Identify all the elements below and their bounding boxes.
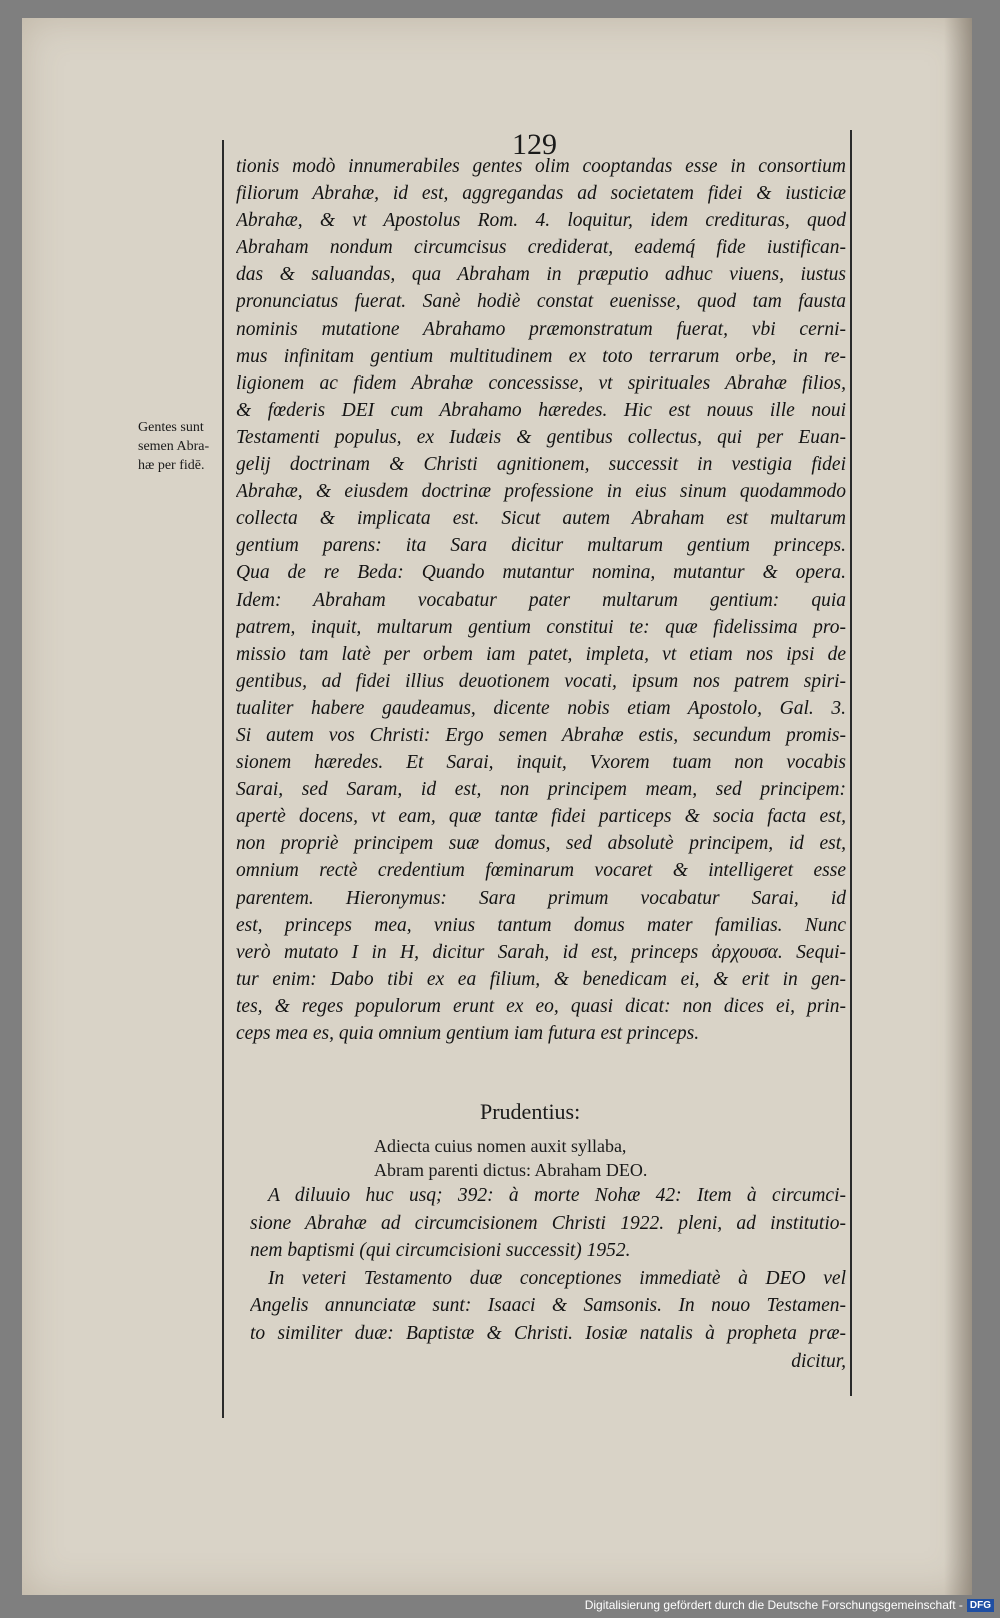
text-line: gentibus, ad fidei illius deuotionem vocati, ipsum nos patrem spiri- — [236, 670, 846, 692]
text-line: Sarai, sed Saram, id est, non principem meam, sed principem: — [236, 779, 846, 801]
text-line: Idem: Abraham vocabatur pater multarum gentium: quia — [236, 589, 846, 611]
text-line: parentem. Hieronymus: Sara primum vocabatur Sarai, id — [236, 887, 846, 909]
note-line: Angelis annunciatæ sunt: Isaaci & Samsonis. In nouo Testamen- — [250, 1295, 846, 1317]
margin-note-line: semen Abra- — [138, 439, 210, 454]
note-line: dicitur, — [791, 1350, 846, 1372]
right-margin-rule — [850, 130, 852, 1396]
text-line: Abrahæ, & eiusdem doctrinæ professione in eius sinum quodammodo — [236, 481, 846, 503]
text-line: tualiter habere gaudeamus, dicente nobis etiam Apostolo, Gal. 3. — [236, 697, 846, 719]
margin-note — [138, 418, 230, 475]
footer-text: Digitalisierung gefördert durch die Deutsche Forschungsgemeinschaft - — [584, 1598, 963, 1612]
text-line: est, princeps mea, vnius tantum domus mater familias. Nunc — [236, 914, 846, 936]
text-line: apertè docens, vt eam, quæ tantæ fidei particeps & socia facta est, — [236, 806, 846, 828]
note-line: nem baptismi (qui circumcisioni successit) 1952. — [250, 1240, 631, 1262]
poem-line: Abram parenti dictus: Abraham DEO. — [374, 1160, 648, 1180]
left-margin-rule — [222, 140, 224, 1418]
text-line: tionis modò innumerabiles gentes olim cooptandas esse in consortium — [236, 156, 846, 177]
text-line: sionem hæredes. Et Sarai, inquit, Vxorem tuam non vocabis — [236, 752, 846, 774]
text-line: Si autem vos Christi: Ergo semen Abrahæ estis, secundum promis- — [236, 724, 846, 746]
text-line: Testamenti populus, ex Iudæis & gentibus collectus, qui per Euan- — [236, 426, 846, 448]
text-line: ceps mea es, quia omnium gentium iam futura est princeps. — [236, 1023, 700, 1044]
text-line: Qua de re Beda: Quando mutantur nomina, mutantur & opera. — [236, 562, 846, 584]
poem-title: Prudentius: — [480, 1099, 581, 1124]
text-line: & fœderis DEI cum Abrahamo hæredes. Hic est nouus ille noui — [236, 399, 846, 421]
text-line: pronunciatus fuerat. Sanè hodiè constat euenisse, quod tam fausta — [236, 291, 846, 313]
text-line: gentium parens: ita Sara dicitur multarum gentium princeps. — [236, 535, 846, 557]
text-line: non propriè principem suæ domus, sed absolutè principem, id est, — [236, 833, 846, 855]
text-line: verò mutato I in H, dicitur Sarah, id est, princeps ἀρχουσα. Sequi- — [236, 941, 846, 963]
note-line: In veteri Testamento duæ conceptiones immediatè à DEO vel — [268, 1267, 846, 1289]
text-line: ligionem ac fidem Abrahæ concessisse, vt spirituales Abrahæ filios, — [236, 372, 846, 394]
text-line: tes, & reges populorum erunt ex eo, quasi dicat: non dices ei, prin- — [236, 995, 846, 1017]
note-line: to similiter duæ: Baptistæ & Christi. Iosiæ natalis à propheta præ- — [250, 1322, 846, 1344]
text-line: mus infinitam gentium multitudinem ex toto terrarum orbe, in re- — [236, 345, 846, 367]
dfg-logo: DFG — [967, 1599, 994, 1612]
text-line: das & saluandas, qua Abraham in præputio adhuc viuens, iustus — [236, 264, 846, 286]
digitization-footer — [585, 1598, 994, 1612]
poem-line: Adiecta cuius nomen auxit syllaba, — [374, 1136, 627, 1156]
poem — [374, 1134, 647, 1182]
margin-note-line: hæ per fidē. — [138, 458, 205, 473]
text-line: Abraham nondum circumcisus crediderat, eademq́ fide iustifican- — [236, 237, 846, 259]
notes — [250, 1182, 846, 1375]
text-line: missio tam latè per orbem iam patet, impleta, vt etiam nos ipsi de — [236, 643, 846, 665]
page-spine-shadow — [944, 18, 972, 1595]
text-line: gelij doctrinam & Christi agnitionem, successit in vestigia fidei — [236, 454, 846, 476]
text-line: omnium rectè credentium fœminarum vocaret & intelligeret esse — [236, 860, 846, 882]
note-line: sione Abrahæ ad circumcisionem Christi 1922. pleni, ad institutio- — [250, 1212, 846, 1234]
text-line: Abrahæ, & vt Apostolus Rom. 4. loquitur, idem credituras, quod — [236, 210, 846, 232]
note-line: A diluuio huc usq; 392: à morte Nohæ 42: Item à circumci- — [268, 1185, 846, 1206]
text-line: nominis mutatione Abrahamo præmonstratum fuerat, vbi cerni- — [236, 318, 846, 340]
text-line: filiorum Abrahæ, id est, aggregandas ad societatem fidei & iusticiæ — [236, 183, 846, 205]
text-line: collecta & implicata est. Sicut autem Abraham est multarum — [236, 508, 846, 530]
text-line: tur enim: Dabo tibi ex ea filium, & benedicam ei, & erit in gen- — [236, 968, 846, 990]
main-text — [236, 153, 846, 1047]
text-line: patrem, inquit, multarum gentium constitui te: quæ fidelissima pro- — [236, 616, 846, 638]
page-number: 129 — [512, 128, 557, 161]
margin-note-line: Gentes sunt — [138, 420, 204, 435]
